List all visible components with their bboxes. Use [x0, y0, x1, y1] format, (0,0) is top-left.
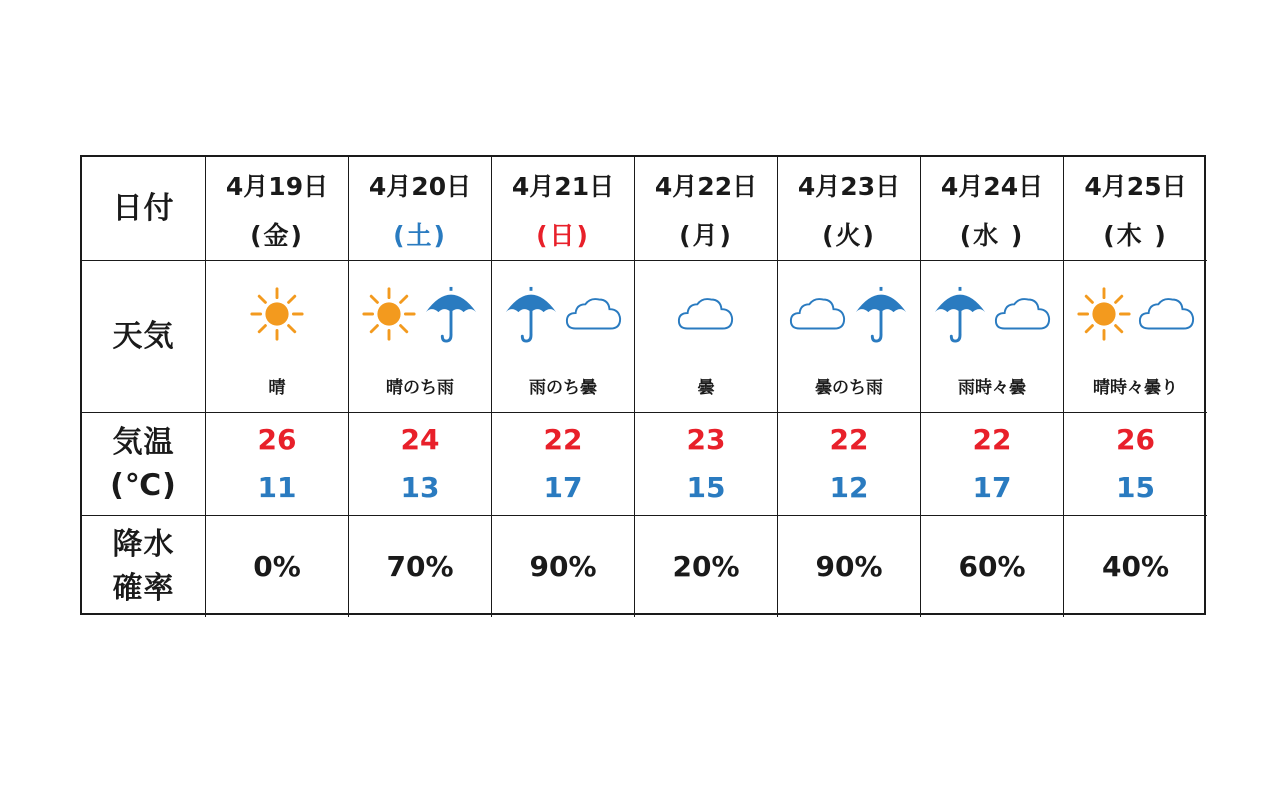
weather-text: 晴: [268, 378, 286, 398]
temp-high: 23: [686, 423, 726, 456]
cloud-icon: [676, 293, 736, 339]
weather-icons: [788, 285, 910, 347]
label-precip-line2: 確率: [112, 570, 175, 606]
weather-cell: [921, 261, 1064, 413]
date-cell: [492, 157, 635, 261]
weather-cell: [206, 261, 349, 413]
precip-cell: [921, 516, 1064, 617]
temp-high: 26: [1116, 423, 1155, 456]
weather-icons: [931, 285, 1053, 347]
day-of-week: (日): [536, 220, 590, 250]
temp-cell: [635, 413, 778, 516]
cloud-icon: [788, 293, 848, 339]
date-text: 4月25日: [1084, 171, 1187, 201]
date-cell: [1064, 157, 1207, 261]
temp-low: 13: [400, 471, 440, 504]
day-of-week: (金): [250, 220, 304, 250]
row-label-temp: [82, 413, 206, 516]
precip-cell: [635, 516, 778, 617]
label-temp-line1: 気温: [112, 424, 175, 460]
temp-high: 26: [257, 423, 297, 456]
weather-text: 晴のち雨: [386, 378, 454, 398]
temp-low: 12: [829, 471, 869, 504]
temp-high: 22: [829, 423, 869, 456]
date-cell: [206, 157, 349, 261]
temp-cell: [349, 413, 492, 516]
row-label-weather: [82, 261, 206, 413]
weather-text: 曇: [697, 378, 715, 398]
umbrella-icon: [852, 283, 910, 349]
weather-cell: [778, 261, 921, 413]
label-temp-line2: (℃): [110, 468, 177, 503]
weather-cell: [635, 261, 778, 413]
precip-value: 90%: [815, 550, 883, 583]
precip-value: 60%: [958, 550, 1026, 583]
label-weather: 天気: [112, 318, 175, 354]
date-cell: [635, 157, 778, 261]
row-label-precip: [82, 516, 206, 617]
date-text: 4月22日: [654, 171, 758, 201]
weather-text: 雨時々曇: [958, 378, 1026, 398]
sun-icon: [1075, 285, 1133, 347]
weather-icons: [360, 285, 480, 347]
cloud-icon: [993, 293, 1053, 339]
temp-cell: [1064, 413, 1207, 516]
temp-high: 22: [543, 423, 583, 456]
date-text: 4月23日: [797, 171, 901, 201]
date-cell: [921, 157, 1064, 261]
weather-icons: [502, 285, 624, 347]
precip-value: 40%: [1101, 550, 1170, 583]
precip-cell: [492, 516, 635, 617]
row-label-date: [82, 157, 206, 261]
umbrella-icon: [931, 283, 989, 349]
weather-icons: [1075, 285, 1197, 347]
weather-cell: [1064, 261, 1207, 413]
temp-low: 11: [257, 471, 297, 504]
precip-cell: [778, 516, 921, 617]
date-text: 4月19日: [225, 171, 329, 201]
weather-cell: [349, 261, 492, 413]
precip-value: 70%: [386, 550, 454, 583]
cloud-icon: [1137, 293, 1197, 339]
precip-cell: [206, 516, 349, 617]
date-text: 4月21日: [511, 171, 615, 201]
weather-icons: [676, 285, 736, 347]
weather-text: 雨のち曇: [529, 378, 597, 398]
day-of-week: (火): [822, 220, 876, 250]
date-cell: [778, 157, 921, 261]
temp-cell: [206, 413, 349, 516]
day-of-week: (月): [679, 220, 733, 250]
label-precip-line1: 降水: [112, 527, 175, 562]
temp-cell: [492, 413, 635, 516]
date-text: 4月20日: [368, 171, 472, 201]
precip-cell: [349, 516, 492, 617]
temp-low: 15: [686, 471, 726, 504]
sun-icon: [248, 285, 306, 347]
day-of-week: (木 ): [1103, 220, 1168, 250]
cloud-icon: [564, 293, 624, 339]
weather-cell: [492, 261, 635, 413]
temp-high: 24: [400, 423, 440, 456]
umbrella-icon: [422, 283, 480, 349]
precip-value: 0%: [253, 550, 301, 583]
weather-icons: [248, 285, 306, 347]
precip-cell: [1064, 516, 1207, 617]
day-of-week: (水 ): [959, 220, 1025, 250]
weather-text: 晴時々曇り: [1093, 378, 1178, 398]
sun-icon: [360, 285, 418, 347]
temp-low: 15: [1116, 471, 1155, 504]
temp-low: 17: [543, 471, 583, 504]
temp-low: 17: [972, 471, 1012, 504]
date-text: 4月24日: [940, 171, 1044, 201]
temp-high: 22: [972, 423, 1012, 456]
forecast-table: [80, 155, 1206, 615]
precip-value: 20%: [672, 550, 740, 583]
weather-text: 曇のち雨: [815, 378, 883, 398]
precip-value: 90%: [529, 550, 597, 583]
temp-cell: [921, 413, 1064, 516]
day-of-week: (土): [393, 220, 447, 250]
date-cell: [349, 157, 492, 261]
label-date: 日付: [112, 190, 175, 226]
umbrella-icon: [502, 283, 560, 349]
temp-cell: [778, 413, 921, 516]
